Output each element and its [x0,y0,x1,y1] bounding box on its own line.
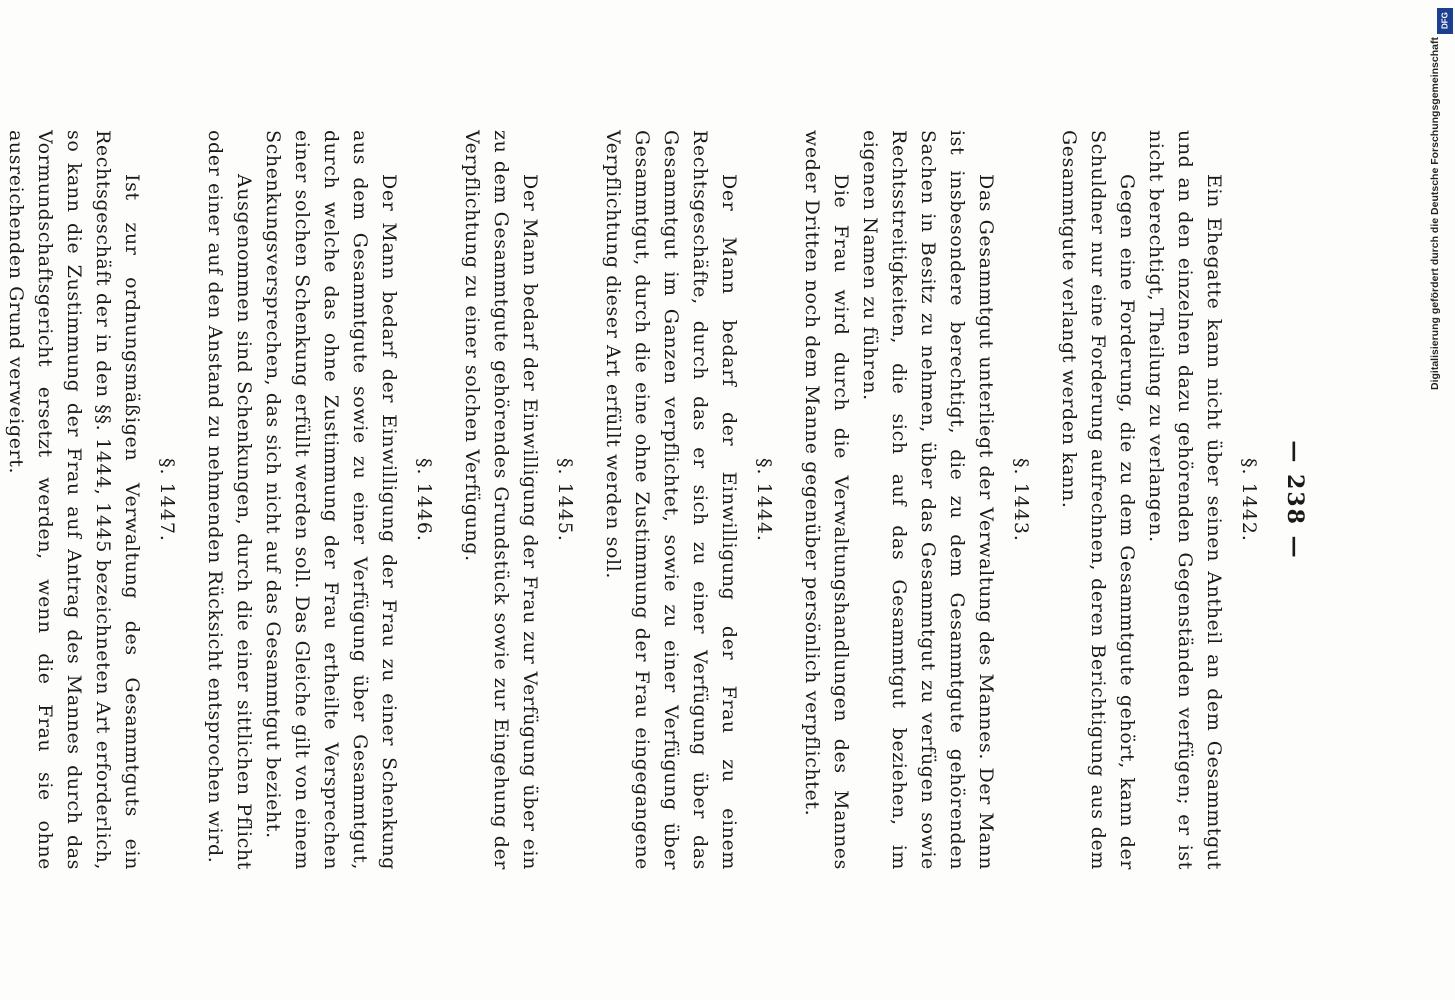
section-title: §. 1445. [554,458,576,542]
credit-text: Digitalisierung gefördert durch die Deutsche Forschungsgemeinschaft [1429,37,1441,390]
section-title: §. 1442. [1238,458,1260,542]
section-1447 [0,130,178,870]
section-1443 [797,130,1032,870]
section-title: §. 1443. [1010,458,1032,542]
paragraph [0,130,1,870]
paragraph: Ein Ehegatte kann nicht über seinen Antheil an dem Gesammtgut und an den einzelnen dazu gehörenden Gegenständen verfügen; er ist nicht berechtigt, Theilung zu verlangen. [1145,130,1225,870]
page-number: — 238 — [1282,440,1308,560]
paragraph: Der Mann bedarf der Einwilligung der Frau zu einer Schenkung aus dem Gesammtgute sowie zu einer Verfügung über Gesammtgut, durch welche das ohne Zustimmung der Frau ertheilte Versprechen einer solchen Schenkung erfüllt werden soll. Das Gleiche gilt von einem Schenkungsversprechen, das sich nicht auf das Gesammtgut bezieht. [262,130,400,870]
paragraph: Gegen eine Forderung, die zu dem Gesammtgute gehört, kann der Schuldner nur eine Forderung aufrechnen, deren Berichtigung aus dem Gesammtgute verlangt werden kann. [1058,130,1138,870]
digitization-credit [1429,10,1449,390]
section-1444 [598,130,775,870]
paragraph: Ausgenommen sind Schenkungen, durch die einer sittlichen Pflicht oder einer auf den Anstand zu nehmenden Rücksicht entsprochen wird. [204,130,255,870]
section-1442 [1054,130,1260,870]
paragraph: Der Mann bedarf der Einwilligung der Frau zu einem Rechtsgeschäfte, durch das er sich zu einer Verfügung über das Gesammtgut im Ganzen verpflichtet, sowie zu einer Verfügung über Gesammtgut, durch die eine ohne Zustimmung der Frau eingegangene Verpflichtung dieser Art erfüllt werden soll. [602,130,740,870]
printed-page [5,0,1348,1000]
section-1446 [200,130,435,870]
section-1445 [457,130,576,870]
paragraph: Der Mann bedarf der Einwilligung der Frau zur Verfügung über ein zu dem Gesammtgute gehörendes Grundstück sowie zur Eingehung der Verpflichtung zu einer solchen Verfügung. [461,130,541,870]
paragraph: Ist zur ordnungsmäßigen Verwaltung des Gesammtguts ein Rechtsgeschäft der in den §§. 1444, 1445 bezeichneten Art erforderlich, so kann die Zustimmung der Frau auf Antrag des Mannes durch das Vormundschaftsgericht ersetzt werden, wenn die Frau sie ohne ausreichenden Grund verweigert. [5,130,143,870]
paragraph: Das Gesammtgut unterliegt der Verwaltung des Mannes. Der Mann ist insbesondere berechtigt, die zu dem Gesammtgute gehörenden Sachen in Besitz zu nehmen, über das Gesammtgut zu verfügen sowie Rechtsstreitigkeiten, die sich auf das Gesammtgut beziehen, im eigenen Namen zu führen. [859,130,997,870]
section-title: §. 1446. [413,458,435,542]
section-title: §. 1444. [753,458,775,542]
paragraph: Die Frau wird durch die Verwaltungshandlungen des Mannes weder Dritten noch dem Manne gegenüber persönlich verpflichtet. [801,130,852,870]
section-title: §. 1447. [156,458,178,542]
dfg-logo: DFG [1437,8,1453,34]
